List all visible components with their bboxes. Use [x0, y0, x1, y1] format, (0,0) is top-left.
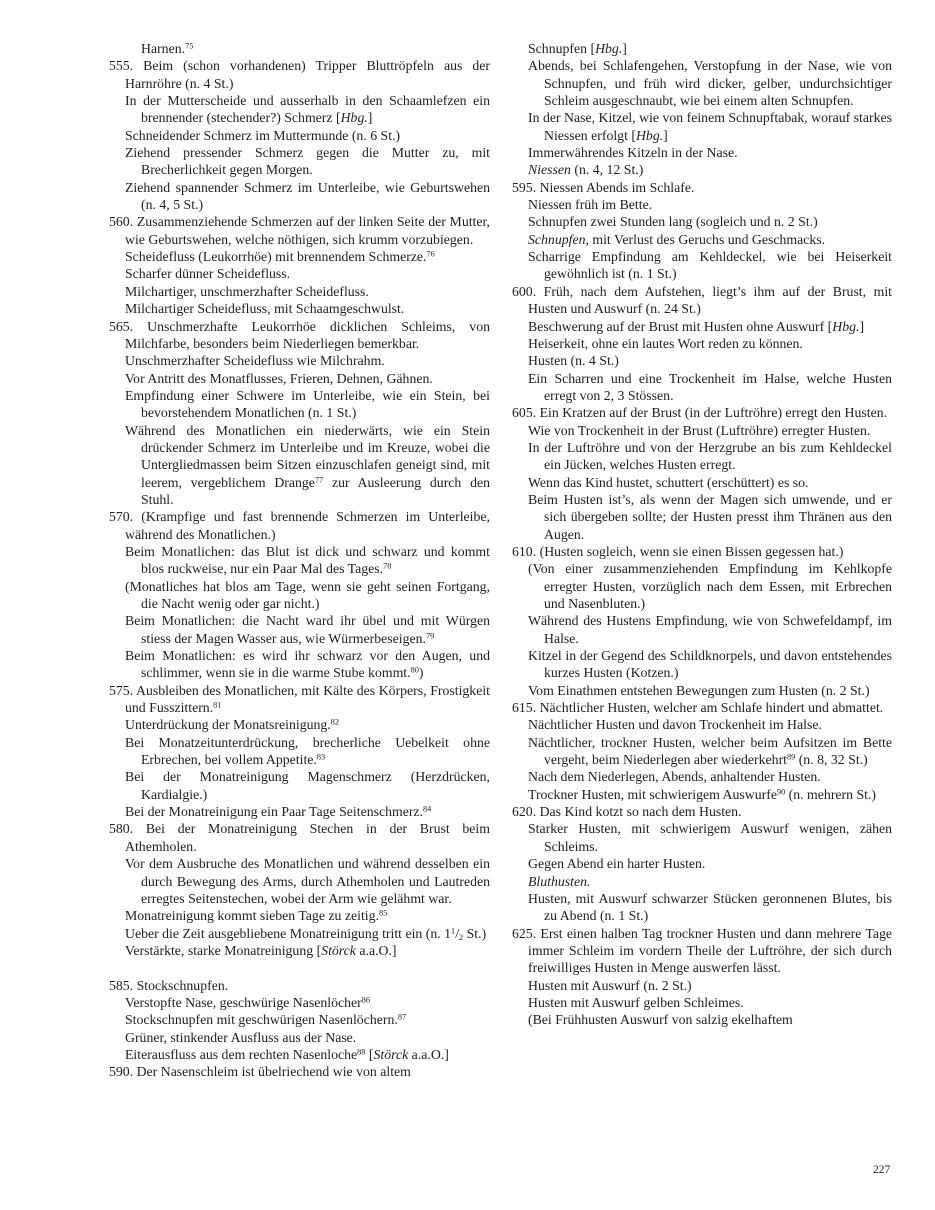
entry-text: a.a.O.]: [408, 1046, 449, 1062]
entry-text: St.): [463, 925, 487, 941]
numbered-symptom-entry: [512, 179, 892, 196]
entry-text: Ueber die Zeit ausgebliebene Monatreinigung tritt ein (n. 1: [125, 925, 452, 941]
symptom-entry: [109, 803, 490, 820]
symptom-entry: [109, 543, 490, 578]
symptom-entry: [512, 422, 892, 439]
symptom-entry: [109, 768, 490, 803]
symptom-entry: [512, 352, 892, 369]
numbered-symptom-entry: [512, 699, 892, 716]
entry-text: Scheidefluss (Leukorrhöe) mit brennendem Schmerze.: [125, 249, 427, 265]
entry-text: Niessen früh im Bette.: [528, 197, 653, 213]
footnote-marker: 75: [185, 41, 194, 51]
symptom-entry: [512, 144, 892, 161]
entry-text: (Von einer zusammenziehenden Empfindung im Kehlkopfe erregter Husten, vorzüglich nach dem Essen, mit Erbrechen und Nasenbluten.): [528, 561, 892, 611]
entry-text: Schnupfen [: [528, 41, 596, 56]
italic-text: Hbg.: [635, 127, 664, 143]
symptom-entry: [512, 474, 892, 491]
footnote-marker: 80: [410, 665, 419, 675]
numbered-symptom-entry: [109, 977, 490, 994]
symptom-entry: [512, 213, 892, 230]
symptom-entry: [512, 335, 892, 352]
entry-text: [: [365, 1046, 374, 1062]
numbered-symptom-entry: [109, 508, 490, 543]
entry-text: Ziehend spannender Schmerz im Unterleibe, wie Geburtswehen (n. 4, 5 St.): [125, 179, 490, 213]
symptom-entry: [109, 127, 490, 144]
footnote-marker: 86: [361, 995, 371, 1005]
entry-text: a.a.O.]: [355, 942, 397, 958]
entry-text: Vor dem Ausbruche des Monatlichen und während desselben ein durch Bewegung des Arms, durch Athemholen und Lautreden erregtes Seitenstechen, wobei der Arm wie gelähmt war.: [125, 856, 490, 906]
symptom-entry: [109, 283, 490, 300]
symptom-entry: [109, 40, 490, 57]
entry-text: Vor Antritt des Monatflusses, Frieren, Dehnen, Gähnen.: [125, 370, 433, 386]
symptom-entry: [109, 994, 490, 1011]
entry-text: Kitzel in der Gegend des Schildknorpels, und davon entstehendes kurzes Husten (Kotzen.): [528, 648, 892, 681]
footnote-marker: 90: [776, 787, 786, 797]
symptom-entry: [512, 734, 892, 769]
symptom-entry: [512, 716, 892, 733]
entry-text: Husten (n. 4 St.): [528, 353, 619, 369]
fraction-denominator: 2: [459, 932, 464, 942]
entry-text: Scharfer dünner Scheidefluss.: [125, 266, 291, 282]
entry-text: Unterdrückung der Monatsreinigung.: [125, 717, 331, 733]
entry-text: 570. (Krampfige und fast brennende Schmerzen im Unterleibe, während des Monatlichen.): [109, 509, 490, 542]
numbered-symptom-entry: [512, 283, 892, 318]
footnote-marker: 89: [787, 752, 796, 762]
entry-text: (n. mehrern St.): [785, 786, 877, 802]
entry-text: Während des Hustens Empfindung, wie von Schwefeldampf, im Halse.: [528, 613, 892, 646]
entry-text: 590. Der Nasenschleim ist übelriechend wie von altem: [109, 1064, 411, 1080]
entry-text: Ziehend pressender Schmerz gegen die Mutter zu, mit Brecherlichkeit gegen Morgen.: [125, 145, 490, 178]
symptom-entry: [512, 890, 892, 925]
entry-text: 625. Erst einen halben Tag trockner Husten und dann mehrere Tage immer Schleim im vordern Theile der Luftröhre, der sich durch freiwilliges Husten in Menge auswerfen lässt.: [512, 925, 892, 976]
footnote-marker: 77: [314, 475, 324, 485]
entry-text: 555. Beim (schon vorhandenen) Tripper Bluttröpfeln aus der Harnröhre (n. 4 St.): [109, 58, 490, 91]
footnote-marker: 78: [383, 561, 392, 571]
italic-text: Störck: [321, 942, 356, 958]
entry-text: /: [455, 925, 460, 941]
numbered-symptom-entry: [512, 803, 892, 820]
symptom-entry: [109, 387, 490, 422]
entry-text: Nach dem Niederlegen, Abends, anhaltender Husten.: [528, 769, 821, 785]
entry-text: Immerwährendes Kitzeln in der Nase.: [528, 145, 738, 161]
entry-text: Grüner, stinkender Ausfluss aus der Nase.: [125, 1029, 357, 1045]
footnote-marker: 84: [423, 804, 432, 814]
page-number: 227: [873, 1164, 891, 1176]
footnote-marker: 1: [451, 925, 456, 935]
numbered-symptom-entry: [512, 404, 892, 421]
footnote-marker: 88: [357, 1047, 366, 1057]
numbered-symptom-entry: [512, 543, 892, 560]
symptom-entry: [512, 370, 892, 405]
entry-text: 610. (Husten sogleich, wenn sie einen Bissen gegessen hat.): [512, 543, 844, 559]
symptom-entry: [109, 907, 490, 924]
symptom-entry: [512, 612, 892, 647]
numbered-symptom-entry: [109, 318, 490, 353]
entry-text: Harnen.: [141, 41, 186, 56]
symptom-entry: [109, 734, 490, 769]
left-column: [109, 40, 490, 1081]
numbered-symptom-entry: [109, 682, 490, 717]
italic-text: Niessen: [528, 162, 571, 178]
symptom-entry: [512, 491, 892, 543]
entry-text: Milchartiger Scheidefluss, mit Schaamgeschwulst.: [125, 301, 405, 317]
entry-text: ]: [367, 110, 373, 126]
footnote-marker: 83: [316, 752, 326, 762]
entry-text: Beim Husten ist’s, als wenn der Magen sich umwende, und er sich übergeben sollte; der Husten presst ihm Thränen aus den Augen.: [528, 491, 892, 542]
entry-text: 575. Ausbleiben des Monatlichen, mit Kälte des Körpers, Frostigkeit und Fusszittern.: [109, 682, 490, 716]
numbered-symptom-entry: [512, 925, 892, 977]
entry-text: Wenn das Kind hustet, schuttert (erschüttert) es so.: [528, 474, 809, 490]
symptom-entry: [109, 1046, 490, 1063]
entry-text: Nächtlicher Husten und davon Trockenheit im Halse.: [528, 717, 822, 733]
symptom-entry: [512, 57, 892, 109]
symptom-entry: [512, 994, 892, 1011]
entry-text: 600. Früh, nach dem Aufstehen, liegt’s ihm auf der Brust, mit Husten und Auswurf (n. 24 St.): [512, 283, 892, 317]
italic-text: Bluthusten.: [528, 873, 591, 889]
entry-text: 595. Niessen Abends im Schlafe.: [512, 179, 695, 195]
entry-text: Heiserkeit, ohne ein lautes Wort reden zu können.: [528, 335, 803, 351]
numbered-symptom-entry: [109, 57, 490, 92]
symptom-entry: [512, 231, 892, 248]
symptom-entry: [109, 1029, 490, 1046]
entry-text: In der Nase, Kitzel, wie von feinem Schnupftabak, worauf starkes Niessen erfolgt [: [528, 110, 892, 143]
footnote-marker: 87: [397, 1012, 407, 1022]
symptom-entry: [512, 768, 892, 785]
entry-text: Gegen Abend ein harter Husten.: [528, 856, 706, 872]
entry-text: 560. Zusammenziehende Schmerzen auf der linken Seite der Mutter, wie Geburtswehen, welche nöthigen, sich krumm vorzubiegen.: [109, 214, 490, 247]
symptom-entry: [109, 716, 490, 733]
symptom-entry: [109, 647, 490, 682]
entry-text: Unschmerzhafter Scheidefluss wie Milchrahm.: [125, 353, 385, 369]
entry-text: mit Verlust des Geruchs und Geschmacks.: [588, 231, 826, 247]
symptom-entry: [512, 873, 892, 890]
entry-text: 615. Nächtlicher Husten, welcher am Schlafe hindert und abmattet.: [512, 700, 884, 716]
symptom-entry: [109, 942, 490, 959]
symptom-entry: [512, 161, 892, 178]
entry-text: Stockschnupfen mit geschwürigen Nasenlöchern.: [125, 1012, 398, 1028]
entry-text: 605. Ein Kratzen auf der Brust (in der Luftröhre) erregt den Husten.: [512, 405, 888, 421]
entry-text: Beschwerung auf der Brust mit Husten ohne Auswurf [: [528, 318, 833, 334]
entry-text: 565. Unschmerzhafte Leukorrhöe dicklichen Schleims, von Milchfarbe, besonders beim Niederliegen bemerkbar.: [109, 318, 490, 351]
entry-text: Empfindung einer Schwere im Unterleibe, wie ein Stein, bei bevorstehendem Monatlichen (n. 1 St.): [125, 387, 490, 421]
symptom-entry: [109, 1011, 490, 1028]
symptom-entry: [512, 439, 892, 474]
symptom-entry: [109, 612, 490, 647]
entry-text: (Bei Frühhusten Auswurf von salzig ekelhaftem: [528, 1012, 793, 1028]
entry-text: Abends, bei Schlafengehen, Verstopfung in der Nase, wie von Schnupfen, und früh wird dicker, gelber, undurchsichtiger Schleim ausgeschnaubt, wie bei einem alten Schnupfen.: [528, 58, 892, 109]
symptom-entry: [109, 92, 490, 127]
symptom-entry: [512, 248, 892, 283]
entry-text: Vom Einathmen entstehen Bewegungen zum Husten (n. 2 St.): [528, 682, 870, 698]
symptom-entry: [109, 578, 490, 613]
symptom-entry: [512, 1011, 892, 1028]
symptom-entry: [109, 370, 490, 387]
entry-text: Husten mit Auswurf gelben Schleimes.: [528, 994, 744, 1010]
numbered-symptom-entry: [109, 213, 490, 248]
entry-text: Starker Husten, mit schwierigem Auswurf wenigen, zähen Schleims.: [528, 821, 892, 854]
numbered-symptom-entry: [109, 820, 490, 855]
entry-text: Eiterausfluss aus dem rechten Nasenloche: [125, 1046, 358, 1062]
entry-text: Scharrige Empfindung am Kehldeckel, wie bei Heiserkeit gewöhnlich ist (n. 1 St.): [528, 249, 892, 282]
entry-text: Milchartiger, unschmerzhafter Scheidefluss.: [125, 283, 369, 299]
entry-text: ): [418, 665, 424, 681]
symptom-entry: [109, 144, 490, 179]
symptom-entry: [512, 647, 892, 682]
footnote-marker: 79: [425, 631, 435, 641]
entry-text: zur Ausleerung durch den Stuhl.: [141, 474, 490, 507]
symptom-entry: [109, 265, 490, 282]
symptom-entry: [109, 925, 490, 942]
symptom-entry: [512, 560, 892, 612]
entry-text: 620. Das Kind kotzt so nach dem Husten.: [512, 804, 742, 820]
symptom-entry: [512, 855, 892, 872]
italic-text: Störck: [373, 1046, 409, 1062]
symptom-entry: [109, 248, 490, 265]
symptom-entry: [109, 300, 490, 317]
footnote-marker: 76: [426, 249, 435, 259]
entry-text: ]: [663, 127, 668, 143]
symptom-entry: [512, 820, 892, 855]
entry-text: Bei der Monatreinigung ein Paar Tage Seitenschmerz.: [125, 804, 424, 820]
entry-text: ]: [622, 41, 627, 56]
entry-text: Husten mit Auswurf (n. 2 St.): [528, 977, 692, 993]
symptom-entry: [512, 682, 892, 699]
numbered-symptom-entry: [109, 1063, 490, 1080]
symptom-entry: [512, 109, 892, 144]
symptom-entry: [512, 786, 892, 803]
entry-text: Während des Monatlichen ein niederwärts, wie ein Stein drückender Schmerz im Unterleibe und im Kreuze, wobei die Untergliedmassen beim Sitzen einzuschlafen geneigt sind, mit leerem, vergeblichem Drange: [125, 422, 490, 490]
entry-text: 580. Bei der Monatreinigung Stechen in der Brust beim Athemholen.: [109, 821, 490, 854]
italic-text: Hbg.: [340, 110, 368, 126]
entry-text: Monatreinigung kommt sieben Tage zu zeitig.: [125, 908, 379, 924]
symptom-entry: [512, 40, 892, 57]
entry-text: Wie von Trockenheit in der Brust (Luftröhre) erregter Husten.: [528, 422, 871, 438]
symptom-entry: [512, 196, 892, 213]
right-column: [512, 40, 892, 1029]
entry-text: In der Mutterscheide und ausserhalb in den Schaamlefzen ein brennender (stechender?) Schmerz [: [125, 93, 490, 126]
symptom-entry: [109, 179, 490, 214]
entry-text: Bei der Monatreinigung Magenschmerz (Herzdrücken, Kardialgie.): [125, 769, 490, 802]
entry-text: Nächtlicher, trockner Husten, welcher beim Aufsitzen im Bette vergeht, beim Niederlegen aber wiederkehrt: [528, 734, 892, 768]
entry-text: (n. 4, 12 St.): [570, 162, 644, 178]
footnote-marker: 81: [213, 700, 222, 710]
symptom-entry: [109, 855, 490, 907]
entry-text: In der Luftröhre und von der Herzgrube an bis zum Kehldeckel ein Jücken, welches Husten erregt.: [528, 439, 892, 473]
symptom-entry: [109, 422, 490, 509]
italic-text: Schnupfen,: [528, 231, 589, 247]
italic-text: Hbg.: [595, 41, 623, 56]
entry-text: Ein Scharren und eine Trockenheit im Halse, welche Husten erregt von 2, 3 Stössen.: [528, 370, 892, 403]
entry-text: (Monatliches hat blos am Tage, wenn sie geht seinen Fortgang, die Nacht wenig oder gar nicht.): [125, 578, 490, 611]
symptom-entry: [109, 352, 490, 369]
entry-text: Beim Monatlichen: das Blut ist dick und schwarz und kommt blos ruckweise, nur ein Paar Mal des Tages.: [125, 543, 490, 577]
footnote-marker: 85: [378, 908, 388, 918]
entry-text: Verstopfte Nase, geschwürige Nasenlöcher: [125, 994, 362, 1010]
entry-text: (n. 8, 32 St.): [795, 752, 868, 768]
entry-text: Verstärkte, starke Monatreinigung [: [125, 942, 322, 958]
entry-text: Trockner Husten, mit schwierigem Auswurfe: [528, 786, 777, 802]
symptom-entry: [512, 318, 892, 335]
entry-text: Husten, mit Auswurf schwarzer Stücken geronnenen Blutes, bis zu Abend (n. 1 St.): [528, 890, 892, 924]
entry-text: Schneidender Schmerz im Muttermunde (n. 6 St.): [125, 127, 401, 143]
entry-text: Beim Monatlichen: die Nacht ward ihr übel und mit Würgen stiess der Magen Wasser aus, wie Würmerbeseigen.: [125, 613, 490, 646]
symptom-entry: [512, 977, 892, 994]
italic-text: Hbg.: [832, 318, 860, 334]
entry-text: Bei Monatzeitunterdrückung, brecherliche Uebelkeit ohne Erbrechen, bei vollem Appetite.: [125, 734, 490, 768]
entry-text: Schnupfen zwei Stunden lang (sogleich und n. 2 St.): [528, 214, 818, 230]
entry-text: ]: [859, 318, 865, 334]
entry-text: Beim Monatlichen: es wird ihr schwarz vor den Augen, und schlimmer, wenn sie in die warme Stube kommt.: [125, 648, 490, 681]
entry-text: 585. Stockschnupfen.: [109, 977, 229, 993]
footnote-marker: 82: [330, 717, 340, 727]
